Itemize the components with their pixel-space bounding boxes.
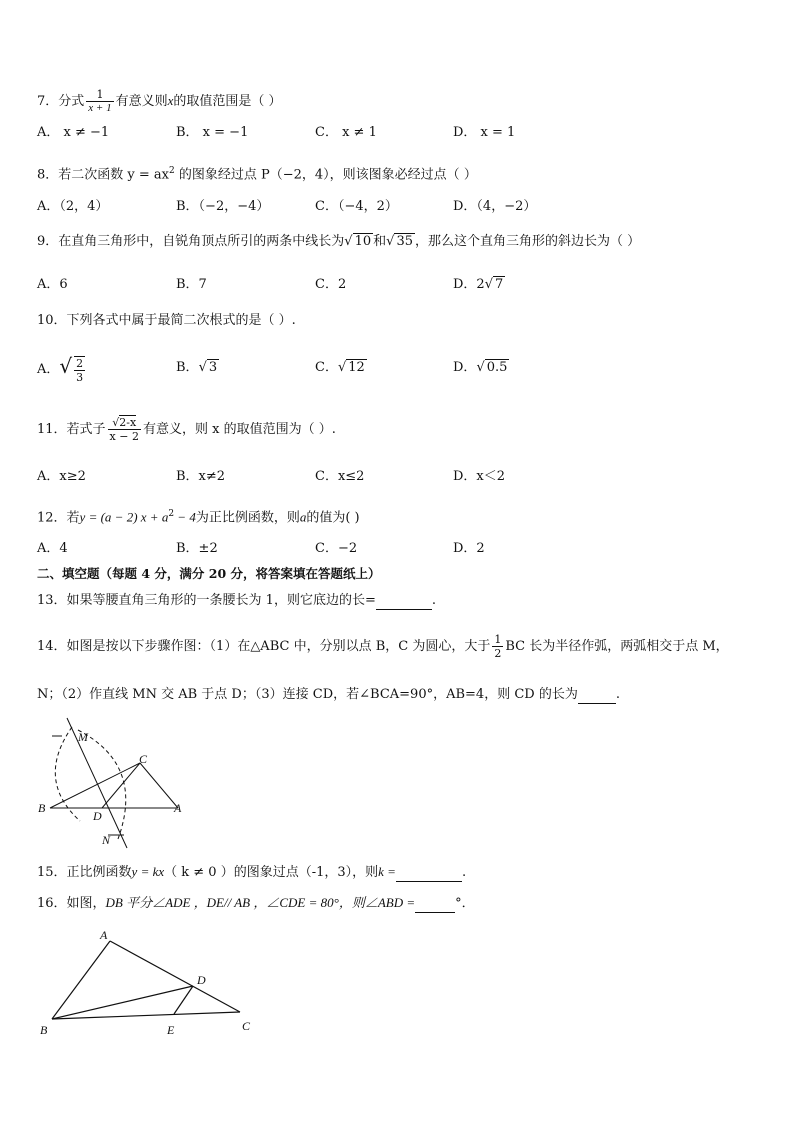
q8-option-b: B．（−2，−4） (176, 199, 270, 214)
q11-frac-den: x − 2 (109, 430, 139, 443)
question-9 (37, 233, 640, 251)
q12-option-c: C．−2 (315, 541, 358, 556)
q12-option-d: D．2 (453, 541, 485, 556)
q9-text-a: 9．在直角三角形中，自锐角顶点所引的两条中线长为 (37, 234, 345, 249)
q13-answer-blank[interactable] (376, 595, 432, 610)
q10-opt-b-rad: 3 (208, 360, 218, 375)
q9-sqrt-1: √ 10 (344, 234, 372, 249)
q14-fraction (492, 633, 503, 660)
label-d: D (197, 973, 206, 987)
q10-opt-a-num: 2 (76, 356, 84, 370)
q12-expr-b: − 4 (174, 509, 196, 525)
q8-text-a: 8．若二次函数 y = ax (37, 167, 169, 183)
q7-frac-num: 1 (86, 88, 113, 102)
q7-option-a: A． x ≠ −1 (37, 125, 110, 140)
question-14-line-2 (37, 686, 620, 704)
q10-opt-c-sqrt: √ 12 (337, 360, 365, 375)
q14-end: . (615, 687, 620, 702)
label-b: B (38, 801, 46, 815)
q15-answer-blank[interactable] (396, 867, 462, 882)
q10-opt-a-frac (74, 356, 85, 384)
q16-end: °． (455, 896, 475, 911)
q7-frac-den: x + 1 (88, 102, 112, 114)
q15-pre: 15．正比例函数 (37, 865, 132, 880)
q9-option-b: B．7 (176, 277, 207, 292)
q11-option-a: A．x≥2 (37, 469, 86, 484)
section-2-heading: 二、填空题（每题 4 分，满分 20 分，将答案填在答题纸上） (37, 566, 381, 581)
question-10: 10．下列各式中属于最简二次根式的是（ ）. (37, 313, 296, 328)
q10-opt-d-rad: 0.5 (486, 360, 508, 375)
label-d: D (93, 809, 102, 823)
arc-from-c (55, 727, 80, 821)
q9-option-c: C．2 (315, 277, 347, 292)
q11-option-b: B．x≠2 (176, 469, 226, 484)
label-c: C (139, 752, 148, 766)
q9-text-b: ，那么这个直角三角形的斜边长为（ ） (414, 234, 641, 249)
question-15 (37, 863, 466, 882)
q7-post1: 有意义则 (115, 94, 168, 109)
q14-answer-blank[interactable] (578, 689, 616, 704)
q15-mid: （ k ≠ 0 ）的图象过点（-1，3），则 (164, 865, 379, 880)
q14-frac-num: 1 (494, 633, 502, 646)
q8-sup: 2 (169, 166, 175, 176)
q8-option-c: C．（−4，2） (315, 199, 398, 214)
q11-frac-num: √2-x (108, 416, 141, 430)
q7-option-b: B． x = −1 (176, 125, 249, 140)
label-c: C (242, 1019, 251, 1033)
q9-rad-2: 35 (396, 234, 413, 249)
line-mn (67, 718, 127, 848)
label-m: M (78, 730, 88, 744)
q10-opt-d-sqrt: √ 0.5 (476, 360, 508, 375)
q7-post2: 的取值范围是（ ） (173, 94, 282, 109)
q9-mid: 和 (373, 234, 387, 249)
q11-pre: 11．若式子 (37, 422, 106, 437)
question-14-line-1 (37, 630, 729, 664)
q8-text-b: 的图象经过点 P（−2，4），则该图象必经过点（ ） (174, 167, 477, 183)
q15-expr: y = kx (131, 864, 165, 879)
q10-opt-a-label: A． (37, 362, 60, 377)
q12-var: a (299, 509, 307, 525)
q7-option-c: C． x ≠ 1 (315, 125, 377, 140)
q10-option-b (176, 359, 219, 377)
label-a: A (174, 801, 182, 815)
question-12 (37, 505, 360, 527)
label-n: N (102, 833, 111, 847)
q10-opt-b-sqrt: √ 3 (198, 360, 218, 375)
label-b: B (40, 1023, 48, 1037)
q9-rad-1: 10 (354, 234, 372, 249)
question-7 (37, 88, 282, 115)
arc-from-b (78, 730, 126, 839)
question-11 (37, 414, 336, 446)
segment-ca (140, 763, 178, 808)
q16-figure (35, 922, 265, 1042)
q12-mid: 为正比例函数，则 (195, 510, 300, 526)
q11-fraction (108, 416, 141, 443)
q16-body: DB 平分∠ADE ，DE// AB ，∠CDE = 80°，则∠ABD = (105, 895, 416, 910)
question-16 (37, 894, 475, 913)
q12-post: 的值为( ) (306, 510, 360, 526)
q7-pre: 分式 (58, 94, 85, 109)
q8-option-a: A．（2，4） (37, 199, 109, 214)
q12-expr-a: y = (a − 2) x + a (79, 509, 169, 525)
q10-opt-d-label: D． (453, 360, 477, 375)
q8-option-d: D．（4，−2） (453, 199, 537, 214)
q14-line1-a: 14．如图是按以下步骤作图：（1）在△ABC 中，分别以点 B，C 为圆心，大于 (37, 639, 491, 654)
q12-option-b: B．±2 (176, 541, 218, 556)
q16-pre: 16．如图， (37, 896, 106, 911)
q10-option-c (315, 359, 367, 377)
q11-frac-num-rad: 2-x (119, 416, 137, 429)
q14-frac-den: 2 (494, 647, 502, 660)
question-8 (37, 162, 477, 184)
q12-sup: 2 (168, 509, 175, 519)
q9-option-d (453, 276, 505, 294)
q11-post: 有意义，则 x 的取值范围为（ ）. (142, 422, 336, 437)
q10-option-d (453, 359, 509, 377)
label-a: A (100, 928, 108, 942)
segment-cd (102, 763, 140, 808)
q11-option-c: C．x≤2 (315, 469, 365, 484)
q7-option-d: D． x = 1 (453, 125, 516, 140)
segment-bc (52, 1012, 240, 1019)
q10-opt-c-label: C． (315, 360, 338, 375)
q13-text: 13．如果等腰直角三角形的一条腰长为 1，则它底边的长= (37, 593, 376, 608)
question-13 (37, 592, 436, 610)
q9-opt-d-rad: 7 (495, 277, 504, 292)
q11-option-d: D．x＜2 (453, 469, 506, 484)
q10-opt-c-rad: 12 (348, 360, 365, 375)
q12-pre: 12．若 (37, 510, 80, 526)
label-e: E (167, 1023, 175, 1037)
q14-line2: N；（2）作直线 MN 交 AB 于点 D；（3）连接 CD，若∠BCA=90°，AB=4，则 CD 的长为 (37, 687, 578, 702)
q14-line1-b: BC 长为半径作弧，两弧相交于点 M， (505, 639, 729, 654)
q9-sqrt-2: √ 35 (386, 234, 413, 249)
q10-opt-b-label: B． (176, 360, 199, 375)
q9-opt-d-pre: D．2 (453, 277, 485, 292)
q14-figure (30, 715, 200, 850)
q15-var: k = (378, 864, 396, 879)
q10-opt-a-den: 3 (76, 370, 84, 384)
q16-answer-blank[interactable] (415, 898, 455, 913)
q10-option-a: A．√ $\frac{2}{3}$ (37, 354, 84, 384)
q7-number: 7． (37, 94, 59, 109)
q12-option-a: A．4 (37, 541, 68, 556)
q7-fraction (86, 88, 113, 115)
q7-var: x (167, 93, 174, 108)
q15-end: . (461, 865, 467, 880)
q9-option-a: A．6 (37, 277, 68, 292)
q13-end: . (431, 593, 436, 608)
q9-opt-d-sqrt: √ 7 (484, 277, 504, 292)
